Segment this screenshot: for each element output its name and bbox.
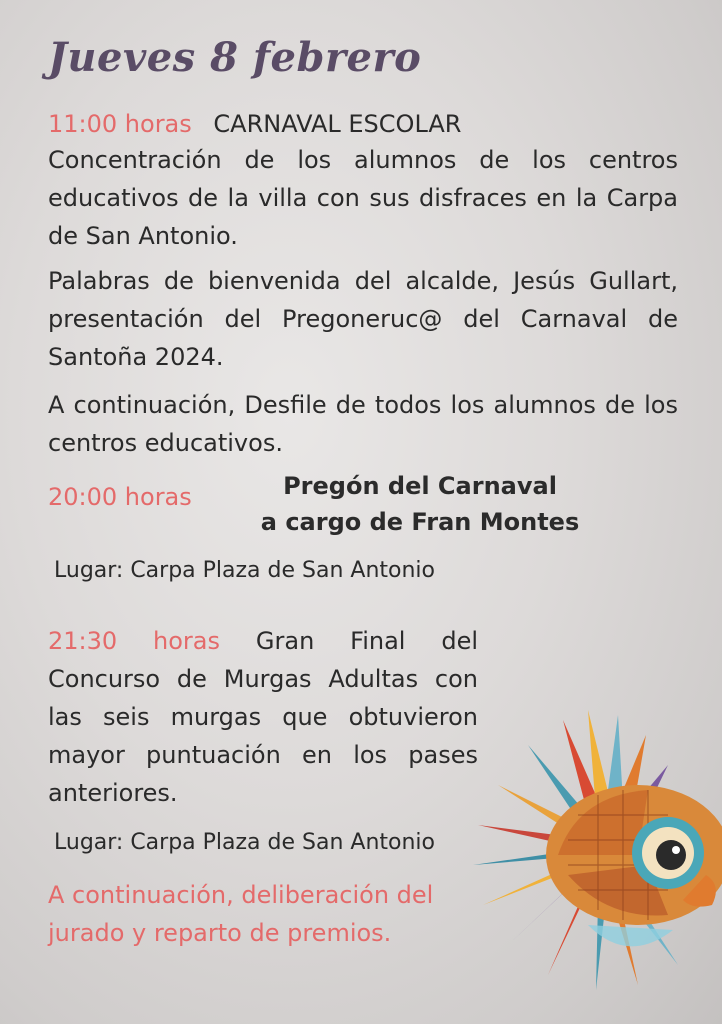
event1-header: [48, 110, 461, 138]
fish-eye: [656, 840, 686, 870]
event2-time: 20:00 horas: [48, 483, 192, 511]
event3-description: Gran Final del Concurso de Murgas Adultas con las seis murgas que obtuvieron mayor puntuación en los pases anteriores.: [48, 627, 478, 807]
event1-description: Concentración de los alumnos de los centros educativos de la villa con sus disfraces en la Carpa de San Antonio.: [48, 146, 678, 250]
event1-parade: A continuación, Desfile de todos los alumnos de los centros educativos.: [48, 391, 678, 457]
event1-time: 11:00 horas: [48, 110, 192, 138]
event1-name: CARNAVAL ESCOLAR: [213, 110, 462, 138]
event2-title-line2: a cargo de Fran Montes: [260, 508, 580, 536]
page-title: Jueves 8 febrero: [48, 34, 422, 81]
event2-place: Lugar: Carpa Plaza de San Antonio: [54, 558, 436, 583]
event2-title-line1: Pregón del Carnaval: [283, 472, 557, 500]
event3-after: A continuación, deliberación del jurado y reparto de premios.: [48, 881, 434, 947]
event3-time: 21:30 horas: [48, 627, 221, 655]
event3-block: [48, 622, 478, 812]
event2-title: [250, 468, 590, 540]
event1-welcome: Palabras de bienvenida del alcalde, Jesús Gullart, presentación del Pregoneruc@ del Carnaval de Santoña 2024.: [48, 267, 678, 371]
fish-mascot-icon: [468, 705, 722, 995]
event3-place: Lugar: Carpa Plaza de San Antonio: [54, 830, 436, 855]
